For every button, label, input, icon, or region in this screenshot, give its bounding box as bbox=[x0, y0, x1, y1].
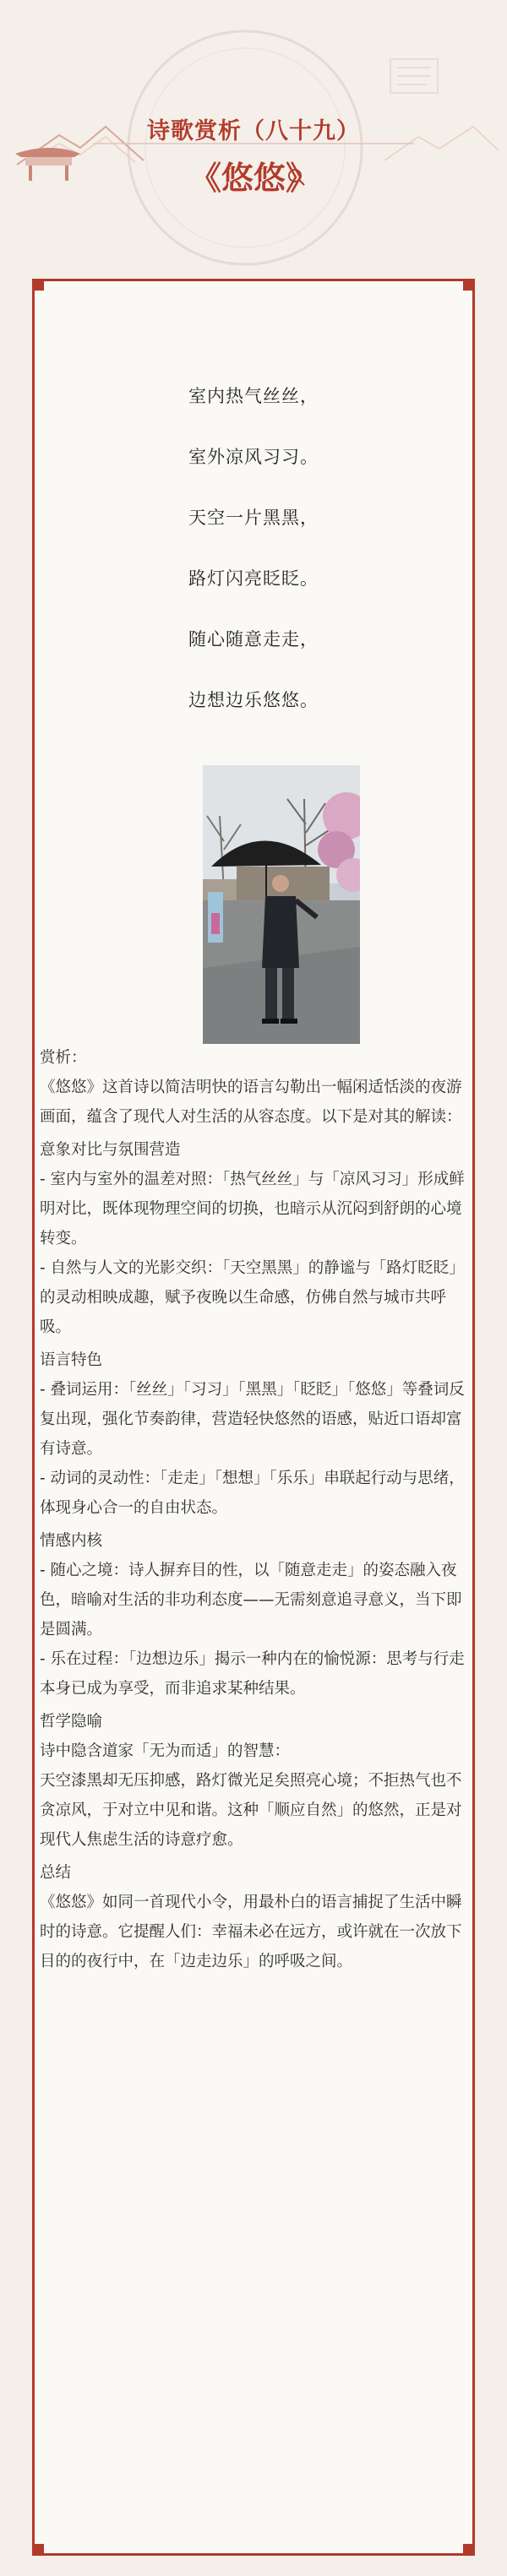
paragraph: 《悠悠》这首诗以简洁明快的语言勾勒出一幅闲适恬淡的夜游画面，蕴含了现代人对生活的从容态度。以下是对其的解读： bbox=[40, 1079, 462, 1126]
paragraph: - 动词的灵动性：「走走」「想想」「乐乐」串联起行动与思绪，体现身心合一的自由状态。 bbox=[40, 1470, 465, 1517]
seal-icon bbox=[390, 59, 438, 93]
paragraph: 《悠悠》如同一首现代小令，用最朴白的语言捕捉了生活中瞬时的诗意。它提醒人们：幸福未必在远方，或许就在一次放下目的的夜行中，在「边走边乐」的呼吸之间。 bbox=[40, 1894, 462, 1970]
corner-ornament bbox=[32, 279, 44, 291]
paragraph: 天空漆黑却无压抑感，路灯微光足矣照亮心境；不拒热气也不贪凉风，于对立中见和谐。这种「顺应自然」的悠然，正是对现代人焦虑生活的诗意疗愈。 bbox=[40, 1772, 462, 1849]
section-heading: 情感内核 bbox=[40, 1532, 103, 1550]
ornament-inner-circle bbox=[145, 48, 345, 247]
poem-line: 天空一片黑黑， bbox=[188, 508, 319, 528]
poem-line: 随心随意走走， bbox=[188, 629, 319, 649]
section-heading: 语言特色 bbox=[40, 1351, 103, 1369]
paragraph: - 自然与人文的光影交织：「天空黑黑」的静谧与「路灯眨眨」的灵动相映成趣，赋予夜晚以生命感，仿佛自然与城市共呼吸。 bbox=[40, 1259, 465, 1336]
corner-ornament bbox=[463, 279, 475, 291]
photo-illustration bbox=[203, 765, 360, 1044]
poem-line: 室内热气丝丝， bbox=[188, 386, 319, 406]
series-title: 诗歌赏析（八十九） bbox=[147, 118, 360, 144]
corner-ornament bbox=[463, 2544, 475, 2556]
header bbox=[0, 0, 507, 279]
poem-title: 《悠悠》 bbox=[188, 160, 318, 197]
section-heading: 哲学隐喻 bbox=[40, 1713, 103, 1731]
paragraph: - 随心之境：诗人摒弃目的性，以「随意走走」的姿态融入夜色，暗喻对生活的非功利态度——无需刻意追寻意义，当下即是圆满。 bbox=[40, 1562, 462, 1639]
poet-photo bbox=[203, 765, 360, 1044]
section-heading: 总结 bbox=[40, 1864, 72, 1882]
section-heading: 意象对比与氛围营造 bbox=[40, 1141, 181, 1159]
article bbox=[40, 1040, 466, 1976]
section-heading: 赏析： bbox=[40, 1049, 87, 1067]
paragraph: - 叠词运用：「丝丝」「习习」「黑黑」「眨眨」「悠悠」等叠词反复出现，强化节奏韵律，营造轻快悠然的语感，贴近口语却富有诗意。 bbox=[40, 1381, 465, 1458]
poem-line: 路灯闪亮眨眨。 bbox=[188, 568, 319, 589]
poem-line: 室外凉风习习。 bbox=[188, 447, 319, 467]
paragraph: 诗中隐含道家「无为而适」的智慧： bbox=[40, 1742, 291, 1760]
paragraph: - 乐在过程：「边想边乐」揭示一种内在的愉悦源：思考与行走本身已成为享受，而非追求某种结果。 bbox=[40, 1650, 465, 1698]
paragraph: - 室内与室外的温差对照：「热气丝丝」与「凉风习习」形成鲜明对比，既体现物理空间的切换，也暗示从沉闷到舒朗的心境转变。 bbox=[40, 1171, 465, 1247]
corner-ornament bbox=[32, 2544, 44, 2556]
content-panel bbox=[32, 279, 475, 2556]
ornament-circle bbox=[128, 31, 362, 264]
poem-body bbox=[35, 366, 472, 731]
poem-line: 边想边乐悠悠。 bbox=[188, 690, 319, 710]
